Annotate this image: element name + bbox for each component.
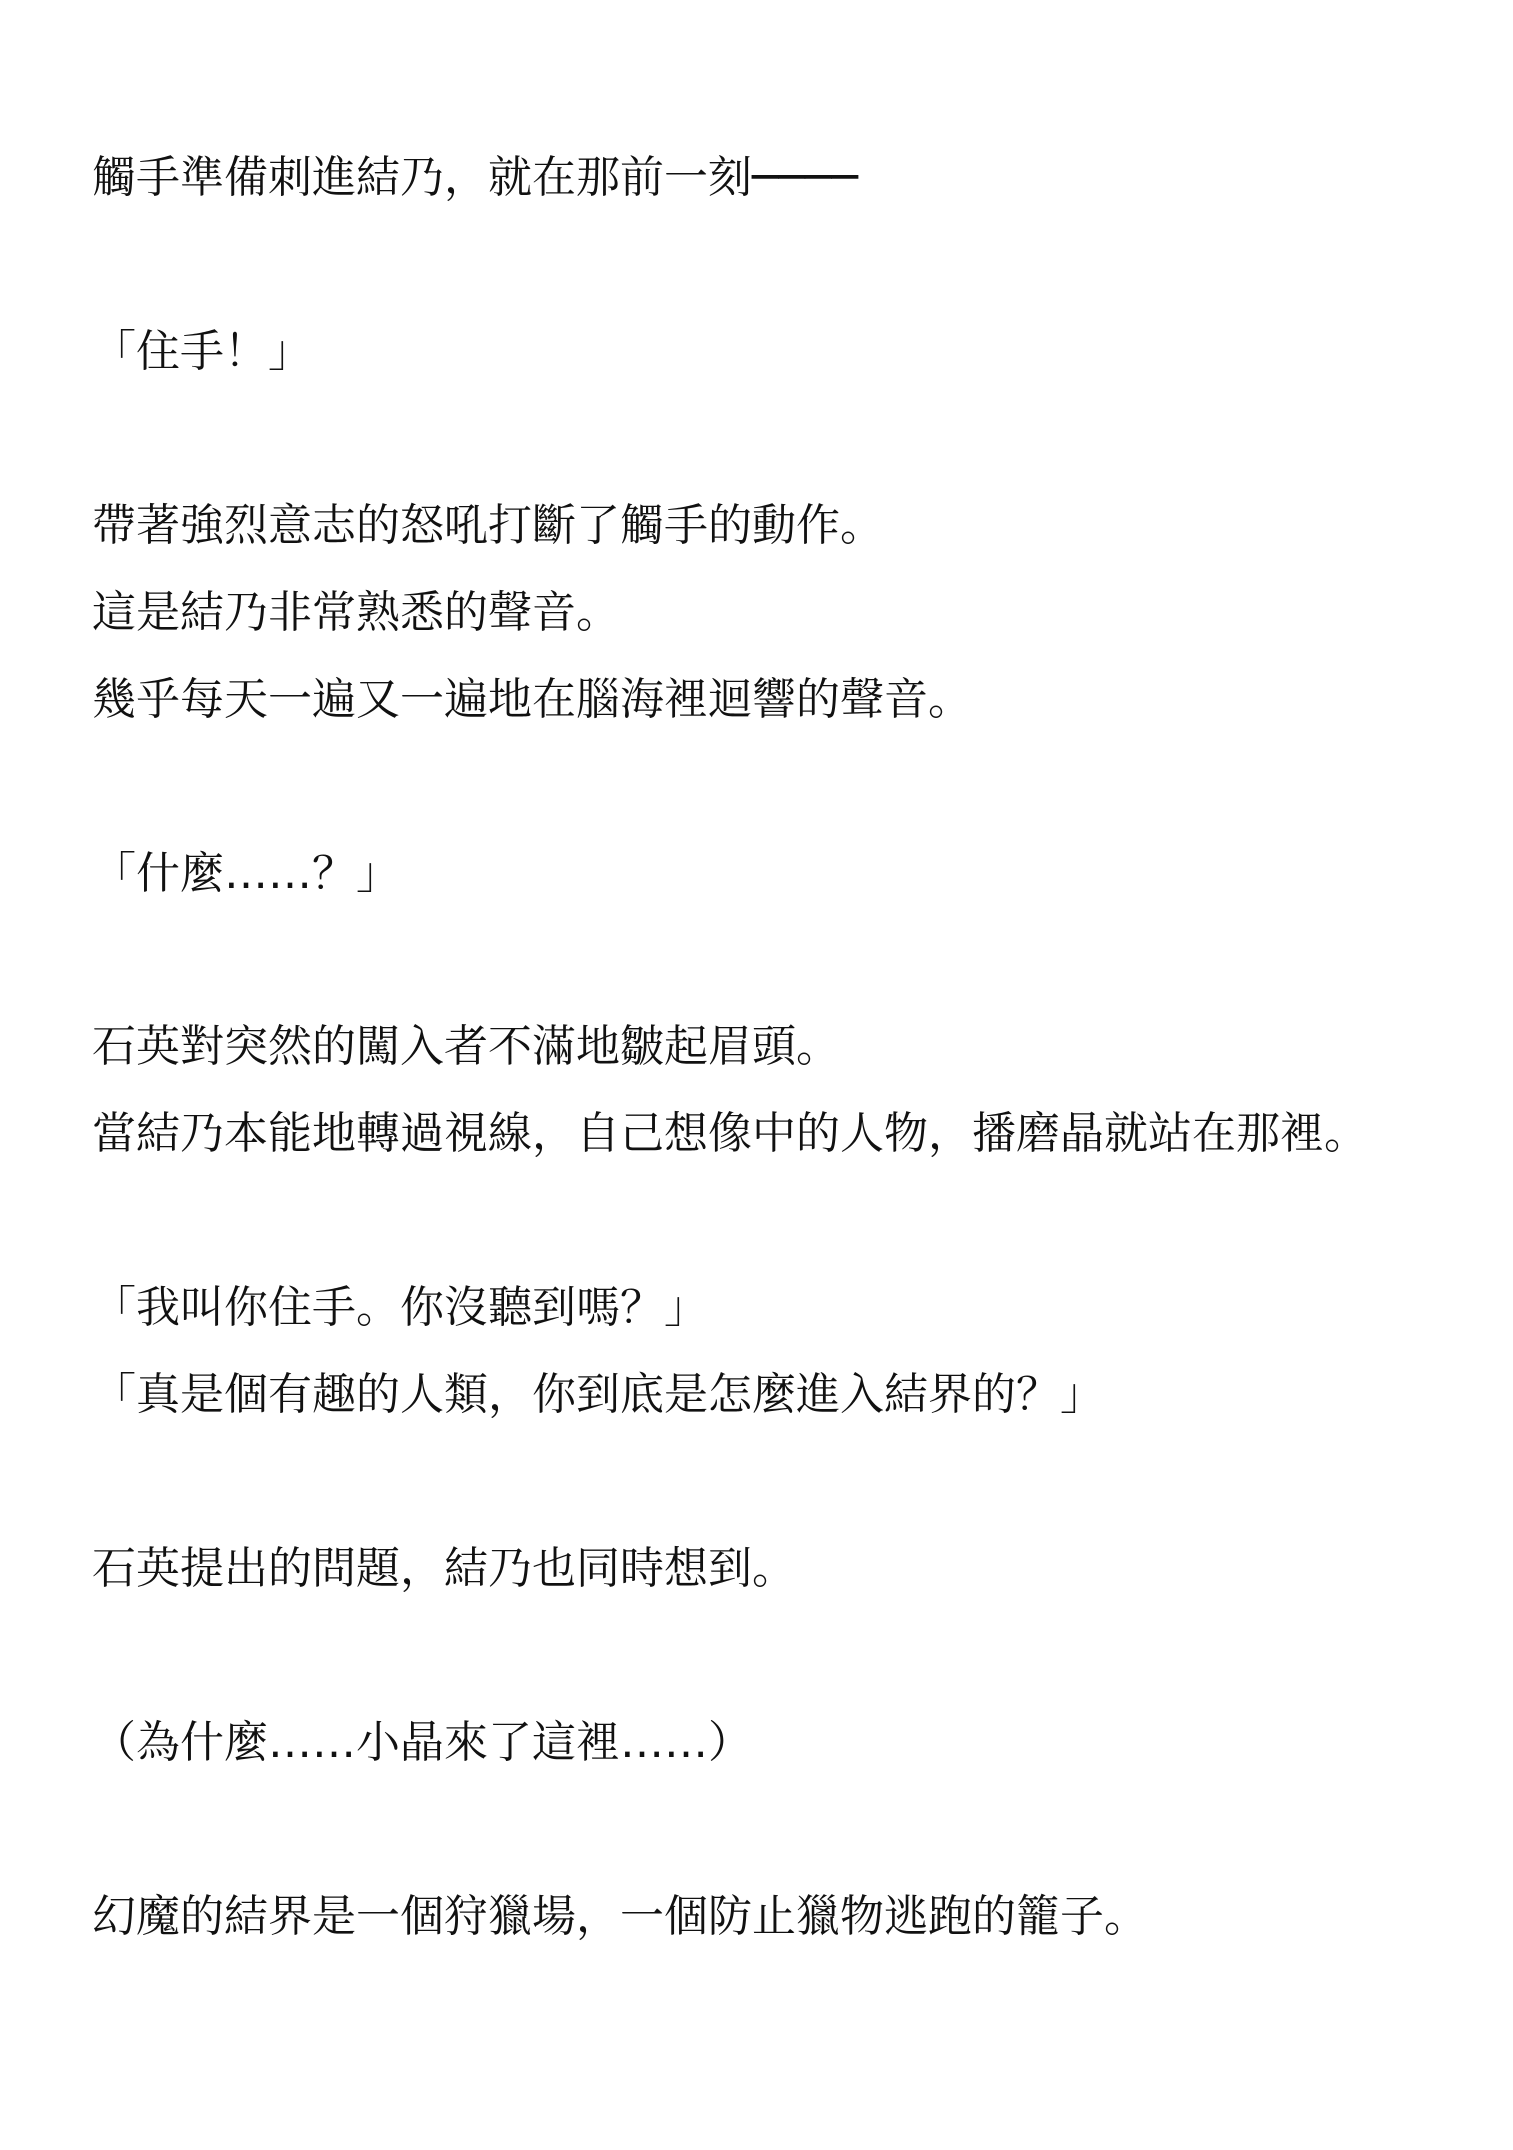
dialogue-line: 「我叫你住手。你沒聽到嗎？」 — [92, 1282, 708, 1333]
dialogue-line: 「什麼……？」 — [92, 848, 400, 899]
narration-line: 當結乃本能地轉過視線，自己想像中的人物，播磨晶就站在那裡。 — [92, 1108, 1368, 1159]
narration-line: 石英提出的問題，結乃也同時想到。 — [92, 1543, 796, 1594]
dialogue-line: 「住手！」 — [92, 326, 312, 377]
narration-line: 石英對突然的闖入者不滿地皺起眉頭。 — [92, 1021, 840, 1072]
narration-line: 帶著強烈意志的怒吼打斷了觸手的動作。 — [92, 500, 884, 551]
thought-line: （為什麼……小晶來了這裡……） — [92, 1717, 752, 1768]
narration-line: 這是結乃非常熟悉的聲音。 — [92, 587, 620, 638]
narration-line: 觸手準備刺進結乃，就在那前一刻──── — [92, 152, 858, 203]
narration-line: 幾乎每天一遍又一遍地在腦海裡迴響的聲音。 — [92, 674, 972, 725]
dialogue-line: 「真是個有趣的人類，你到底是怎麼進入結界的？」 — [92, 1369, 1104, 1420]
narration-line: 幻魔的結界是一個狩獵場，一個防止獵物逃跑的籠子。 — [92, 1891, 1148, 1942]
